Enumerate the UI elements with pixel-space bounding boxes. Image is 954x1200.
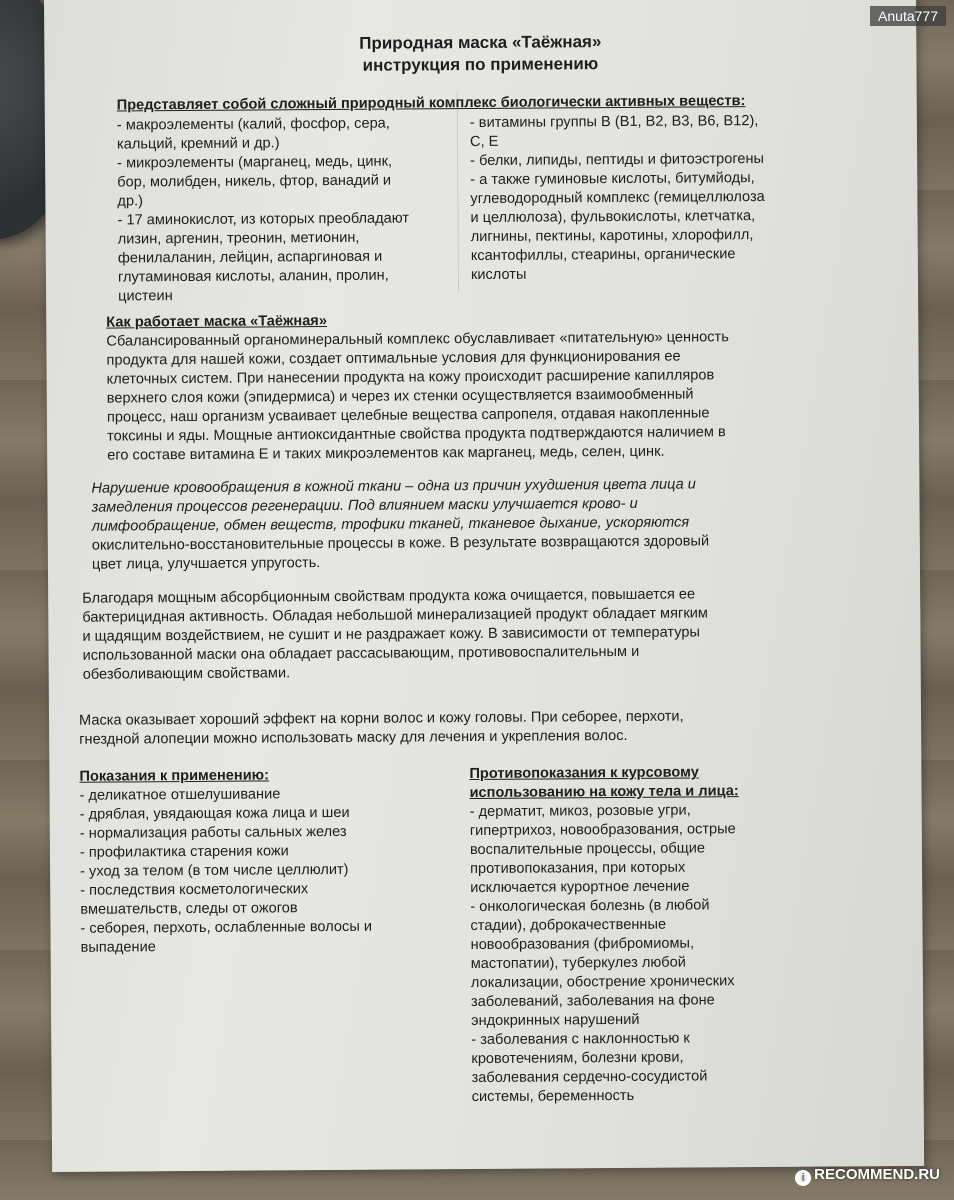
composition-heading: Представляет собой сложный природный комплекс биологически активных веществ: [116, 93, 746, 114]
absorption-line: Благодаря мощным абсорбционным свойствам продукта кожа очищается, повышается ее [82, 586, 696, 607]
composition-left-line: др.) [117, 193, 144, 210]
composition-right-line: - а также гуминовые кислоты, битумйоды, [470, 170, 755, 189]
indication-item: - дряблая, увядающая кожа лица и шеи [79, 804, 350, 823]
composition-left-line: лизин, аргенин, треонин, метионин, [117, 229, 360, 248]
circulation-line: окислительно-восстановительные процессы в коже. В результате возвращаются здоровый [91, 533, 710, 554]
indications-heading: Показания к применению: [79, 767, 270, 785]
composition-left-line: глутаминовая кислоты, аланин, пролин, [117, 267, 389, 286]
indications-column [79, 766, 372, 958]
how-it-works-line: его составе витамина Е и таких микроэлементов как марганец, медь, селен, цинк. [107, 443, 665, 464]
site-watermark-text: RECOMMEND.RU [814, 1166, 940, 1183]
hair-line: Маска оказывает хороший эффект на корни волос и кожу головы. При себорее, перхоти, [78, 708, 684, 729]
contraindication-item: заболеваний, заболевания на фоне [470, 992, 715, 1011]
composition-left-column [117, 114, 410, 306]
site-watermark [795, 1166, 940, 1186]
composition-right-line: кислоты [470, 266, 527, 284]
contraindication-item: гипертрихоз, новообразования, острые [469, 821, 736, 840]
composition-left-line: фенилаланин, лейцин, аспаргиновая и [117, 248, 383, 267]
contraindication-item: стадии), доброкачественные [470, 916, 667, 935]
absorption-paragraph [82, 585, 708, 684]
title-line-2: инструкция по применению [362, 54, 599, 75]
composition-left-line: кальций, кремний и др.) [116, 135, 280, 153]
absorption-line: использованной маски она обладает рассасывающим, противовоспалительным и [82, 643, 640, 664]
contraindication-item: кровотечениям, болезни крови, [471, 1049, 684, 1068]
user-watermark: Anuta777 [870, 6, 946, 26]
contraindications-heading: использованию на кожу тела и лица: [469, 783, 739, 802]
indication-item: - деликатное отшелушивание [79, 786, 281, 804]
how-it-works-line: верхнего слоя кожи (эпидермиса) и через их стенки осуществляется взаимообменный [106, 386, 694, 407]
composition-right-line: лигнины, пектины, каротины, хлорофилл, [470, 227, 754, 246]
how-it-works-line: клеточных систем. При нанесении продукта на кожу происходит расширение капилляров [106, 367, 715, 388]
composition-left-line: бор, молибден, никель, фтор, ванадий и [117, 172, 392, 191]
composition-left-line: - микроэлементы (марганец, медь, цинк, [117, 153, 393, 172]
contraindication-item: локализации, обострение хронических [470, 973, 735, 992]
indication-item: - уход за телом (в том числе целлюлит) [80, 861, 349, 880]
composition-right-line: - белки, липиды, пептиды и фитоэстрогены [470, 150, 765, 170]
indication-item: - последствия косметологических [80, 881, 309, 899]
composition-right-line: ксантофиллы, стеарины, органические [470, 246, 736, 265]
contraindications-heading: Противопоказания к курсовому [469, 764, 699, 783]
how-it-works-line: процесс, наш организм усваивает целебные вещества сапропеля, отдавая накопленные [106, 405, 710, 426]
contraindication-item: - онкологическая болезнь (в любой [470, 897, 710, 916]
paper-fold [457, 92, 459, 292]
circulation-paragraph [91, 475, 709, 574]
circulation-line: замедления процессов регенерации. Под влиянием маски улучшается крово- и [91, 495, 638, 516]
absorption-line: и щадящим воздействием, не сушит и не раздражает кожу. В зависимости от температуры [82, 624, 701, 645]
indication-item: - нормализация работы сальных желез [79, 823, 347, 842]
hair-line: гнездной алопеции можно использовать маску для лечения и укрепления волос. [79, 727, 628, 748]
recommend-logo-icon: i [795, 1170, 811, 1186]
composition-right-line: углеводородный комплекс (гемицеллюлоза [470, 188, 765, 208]
circulation-line: лимфообращение, обмен веществ, трофики тканей, тканевое дыхание, ускоряются [91, 514, 690, 535]
composition-left-line: цистеин [118, 288, 173, 305]
how-it-works-heading: Как работает маска «Таёжная» [106, 313, 327, 331]
absorption-line: обезболивающим свойствами. [82, 665, 291, 683]
indication-item: вмешательств, следы от ожогов [80, 900, 298, 918]
contraindication-item: противопоказания, при которых [470, 859, 686, 878]
instruction-sheet [44, 0, 924, 1172]
indication-item: - профилактика старения кожи [79, 843, 289, 861]
composition-left-line: - макроэлементы (калий, фосфор, сера, [116, 115, 390, 134]
contraindication-item: заболевания сердечно-сосудистой [471, 1068, 708, 1087]
title-line-1: Природная маска «Таёжная» [359, 32, 602, 53]
composition-left-line: - 17 аминокислот, из которых преобладают [117, 210, 410, 229]
contraindication-item: эндокринных нарушений [471, 1011, 640, 1030]
indication-item: - себорея, перхоть, ослабленные волосы и [80, 918, 373, 937]
how-it-works-section [106, 309, 729, 465]
composition-right-column [470, 112, 766, 285]
contraindication-item: мастопатии), туберкулез любой [470, 954, 686, 973]
contraindication-item: - дерматит, микоз, розовые угри, [469, 802, 691, 821]
contraindication-item: системы, беременность [471, 1087, 635, 1106]
composition-right-line: и целлюлоза), фульвокислоты, клетчатка, [470, 208, 756, 227]
contraindication-item: новообразования (фибромиомы, [470, 935, 695, 954]
composition-right-line: - витамины группы В (В1, В2, В3, В6, В12), [469, 113, 759, 132]
contraindication-item: воспалительные процессы, общие [469, 840, 706, 859]
circulation-line: Нарушение кровообращения в кожной ткани – одна из причин ухудшения цвета лица и [91, 476, 696, 497]
how-it-works-line: Сбалансированный органоминеральный комплекс обуславливает «питательную» ценность [106, 329, 729, 350]
how-it-works-line: токсины и яды. Мощные антиоксидантные свойства продукта подтверждаются наличием в [106, 424, 726, 445]
indication-item: выпадение [80, 939, 156, 956]
contraindication-item: исключается курортное лечение [470, 878, 690, 897]
how-it-works-line: продукта для нашей кожи, создает оптимальные условия для функционирования ее [106, 348, 681, 369]
hair-paragraph [79, 708, 684, 750]
absorption-line: бактерицидная активность. Обладая небольшой минерализацией продукт обладает мягким [82, 605, 708, 626]
circulation-line: цвет лица, улучшается упругость. [91, 555, 321, 573]
composition-right-line: С, Е [469, 133, 499, 151]
contraindications-column [469, 763, 741, 1107]
contraindication-item: - заболевания с наклонностью к [471, 1030, 690, 1049]
